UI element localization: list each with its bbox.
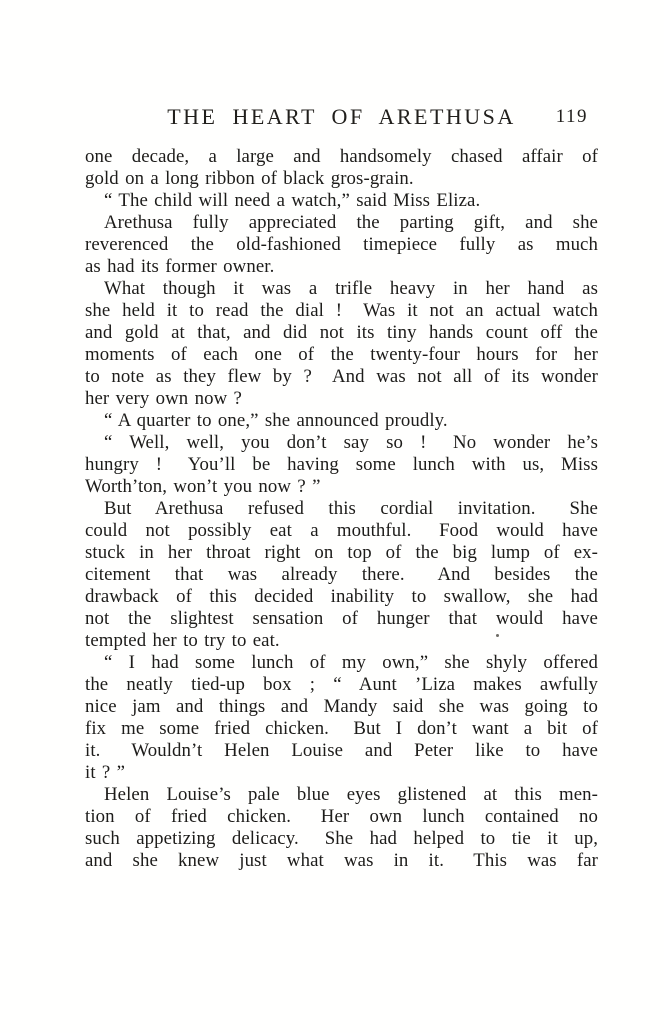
text-line: not the slightest sensation of hunger that would have (85, 608, 598, 629)
text-line: it ? ” (85, 762, 126, 783)
running-header (85, 104, 598, 134)
text-line: Worth’ton, won’t you now ? ” (85, 476, 321, 497)
page-title: THE HEART OF ARETHUSA (167, 104, 516, 129)
text-line: the neatly tied-up box ; “ Aunt ’Liza makes awfully (85, 674, 598, 695)
text-line: “ I had some lunch of my own,” she shyly offered (104, 652, 598, 673)
text-line: her very own now ? (85, 388, 242, 409)
text-line: tempted her to try to eat. (85, 630, 280, 651)
text-line: and she knew just what was in it. This was far (85, 850, 598, 871)
text-line: hungry ! You’ll be having some lunch with us, Miss (85, 454, 598, 475)
text-line: “ The child will need a watch,” said Miss Eliza. (104, 190, 481, 211)
page-text (85, 146, 598, 872)
text-line: “ Well, well, you don’t say so ! No wonder he’s (104, 432, 598, 453)
text-line: Arethusa fully appreciated the parting gift, and she (104, 212, 598, 233)
text-line: could not possibly eat a mouthful. Food would have (85, 520, 598, 541)
text-line: such appetizing delicacy. She had helped to tie it up, (85, 828, 598, 849)
text-line: “ A quarter to one,” she announced proudly. (104, 410, 448, 431)
text-line: citement that was already there. And besides the (85, 564, 598, 585)
text-line: nice jam and things and Mandy said she was going to (85, 696, 598, 717)
text-line: it. Wouldn’t Helen Louise and Peter like to have (85, 740, 598, 761)
text-line: What though it was a trifle heavy in her hand as (104, 278, 598, 299)
text-line: fix me some fried chicken. But I don’t want a bit of (85, 718, 598, 739)
scan-artifact-dot (496, 634, 499, 637)
text-line: as had its former owner. (85, 256, 275, 277)
text-line: she held it to read the dial ! Was it not an actual watch (85, 300, 598, 321)
text-line: Helen Louise’s pale blue eyes glistened at this men- (104, 784, 598, 805)
text-line: gold on a long ribbon of black gros-grain. (85, 168, 414, 189)
text-line: reverenced the old-fashioned timepiece fully as much (85, 234, 598, 255)
text-line: But Arethusa refused this cordial invitation. She (104, 498, 598, 519)
text-line: one decade, a large and handsomely chased affair of (85, 146, 598, 167)
text-line: moments of each one of the twenty-four hours for her (85, 344, 598, 365)
text-line: tion of fried chicken. Her own lunch contained no (85, 806, 598, 827)
page-number: 119 (555, 106, 588, 127)
text-line: to note as they flew by ? And was not all of its wonder (85, 366, 598, 387)
text-line: stuck in her throat right on top of the big lump of ex- (85, 542, 598, 563)
text-line: and gold at that, and did not its tiny hands count off the (85, 322, 598, 343)
text-line: drawback of this decided inability to swallow, she had (85, 586, 598, 607)
